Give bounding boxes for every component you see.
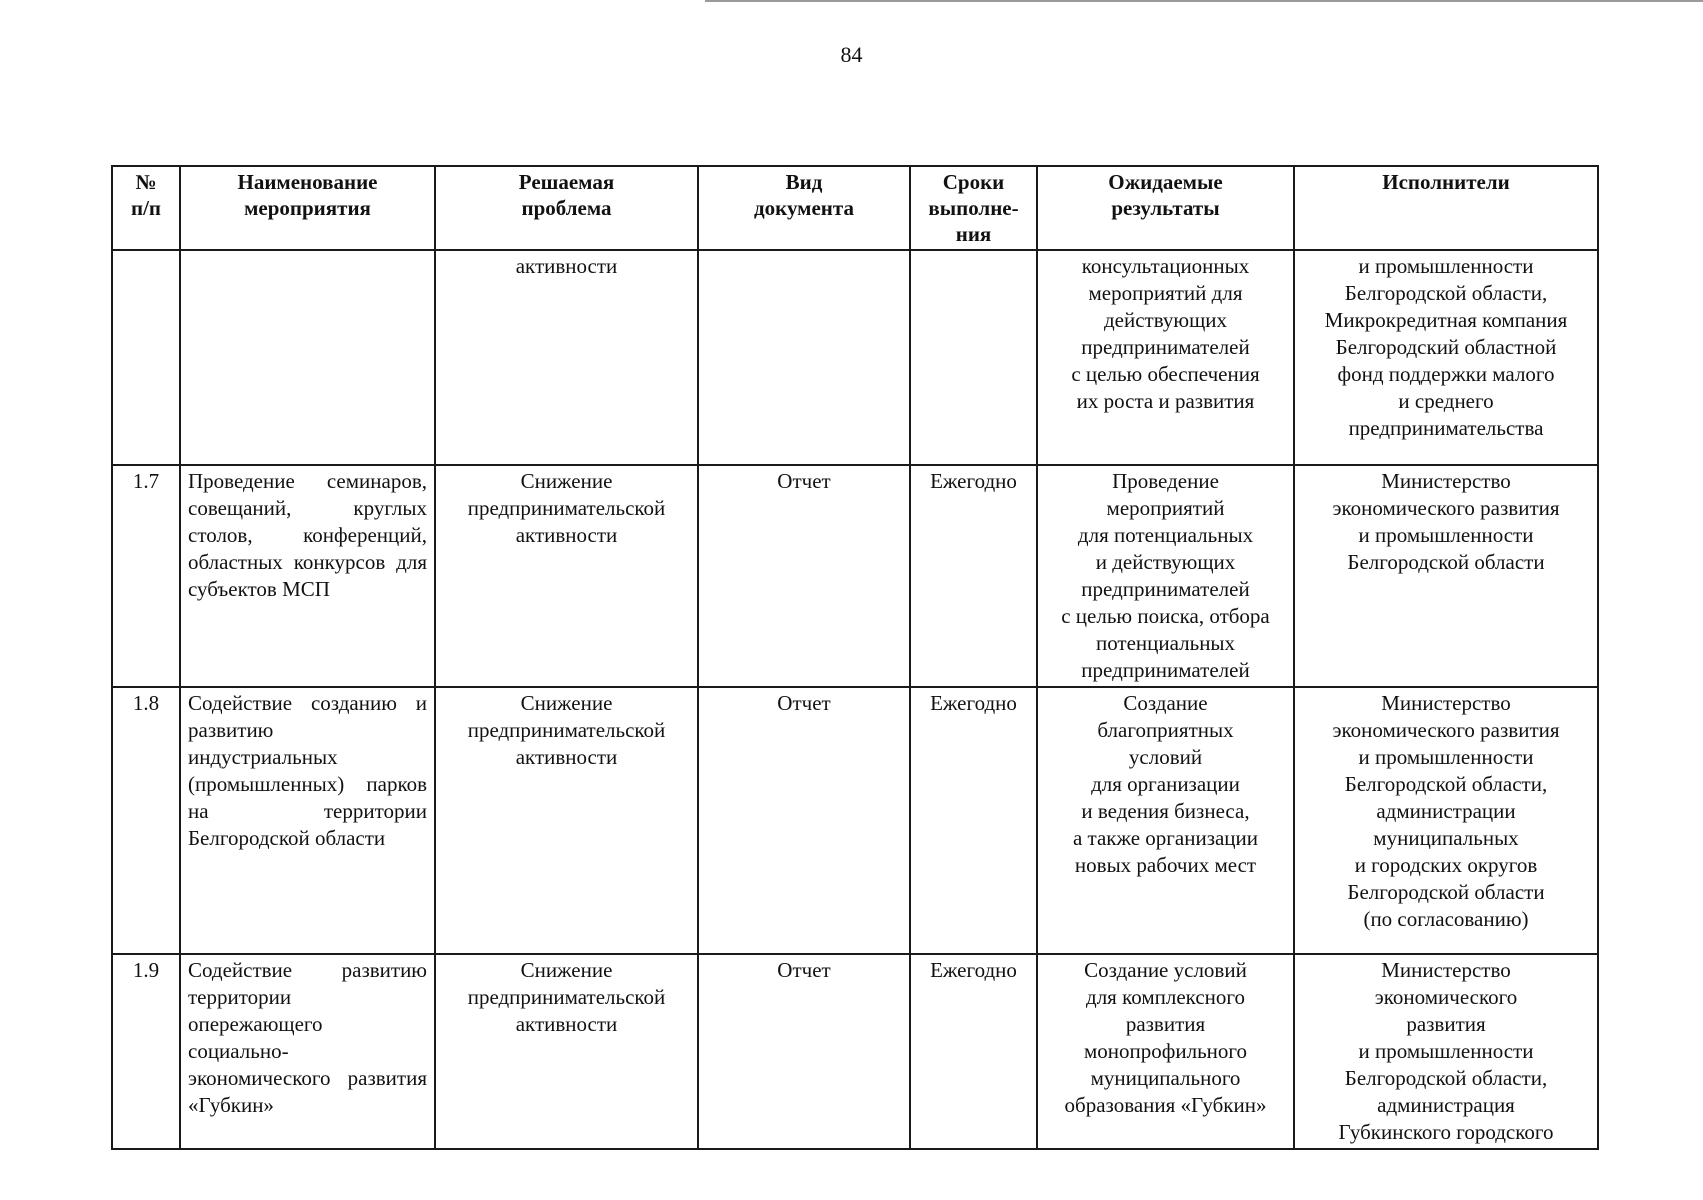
measure-name (180, 250, 435, 465)
problem: Снижение предпринимательской активности (435, 687, 698, 954)
document-type: Отчет (698, 954, 910, 1149)
top-rule (705, 0, 1703, 2)
expected-results: консультационных мероприятий для действующих предпринимателей с целью обеспечения их роста и развития (1037, 250, 1294, 465)
table-row (112, 687, 1598, 954)
row-number: 1.8 (112, 687, 180, 954)
table-row (112, 954, 1598, 1149)
document-type (698, 250, 910, 465)
row-number: 1.7 (112, 465, 180, 687)
deadline: Ежегодно (910, 465, 1037, 687)
header-executors: Исполнители (1294, 166, 1598, 250)
deadline: Ежегодно (910, 954, 1037, 1149)
header-measure-name: Наименование мероприятия (180, 166, 435, 250)
header-deadline: Сроки выполне- ния (910, 166, 1037, 250)
problem: Снижение предпринимательской активности (435, 465, 698, 687)
executors: и промышленности Белгородской области, Микрокредитная компания Белгородский областной фонд поддержки малого и среднего предпринимательства (1294, 250, 1598, 465)
deadline (910, 250, 1037, 465)
deadline: Ежегодно (910, 687, 1037, 954)
table-row (112, 250, 1598, 465)
measure-name: Проведение семинаров, совещаний, круглых столов, конференций, областных конкурсов для субъектов МСП (180, 465, 435, 687)
header-document-type: Вид документа (698, 166, 910, 250)
row-number (112, 250, 180, 465)
measure-name: Содействие развитию территории опережающего социально-экономического развития «Губкин» (180, 954, 435, 1149)
row-number: 1.9 (112, 954, 180, 1149)
expected-results: Создание благоприятных условий для организации и ведения бизнеса, а также организации новых рабочих мест (1037, 687, 1294, 954)
table-row (112, 465, 1598, 687)
header-number: № п/п (112, 166, 180, 250)
measures-table (111, 165, 1599, 1150)
executors: Министерство экономического развития и промышленности Белгородской области, администрации муниципальных и городских округов Белгородской области (по согласованию) (1294, 687, 1598, 954)
measure-name: Содействие созданию и развитию индустриальных (промышленных) парков на территории Белгородской области (180, 687, 435, 954)
header-problem: Решаемая проблема (435, 166, 698, 250)
table-header-row (112, 166, 1598, 250)
document-type: Отчет (698, 687, 910, 954)
problem: активности (435, 250, 698, 465)
header-expected-results: Ожидаемые результаты (1037, 166, 1294, 250)
expected-results: Создание условий для комплексного развития монопрофильного муниципального образования «Губкин» (1037, 954, 1294, 1149)
document-type: Отчет (698, 465, 910, 687)
problem: Снижение предпринимательской активности (435, 954, 698, 1149)
expected-results: Проведение мероприятий для потенциальных и действующих предпринимателей с целью поиска, отбора потенциальных предпринимателей (1037, 465, 1294, 687)
executors: Министерство экономического развития и промышленности Белгородской области (1294, 465, 1598, 687)
page-number: 84 (840, 42, 863, 67)
executors: Министерство экономического развития и промышленности Белгородской области, администрация Губкинского городского (1294, 954, 1598, 1149)
